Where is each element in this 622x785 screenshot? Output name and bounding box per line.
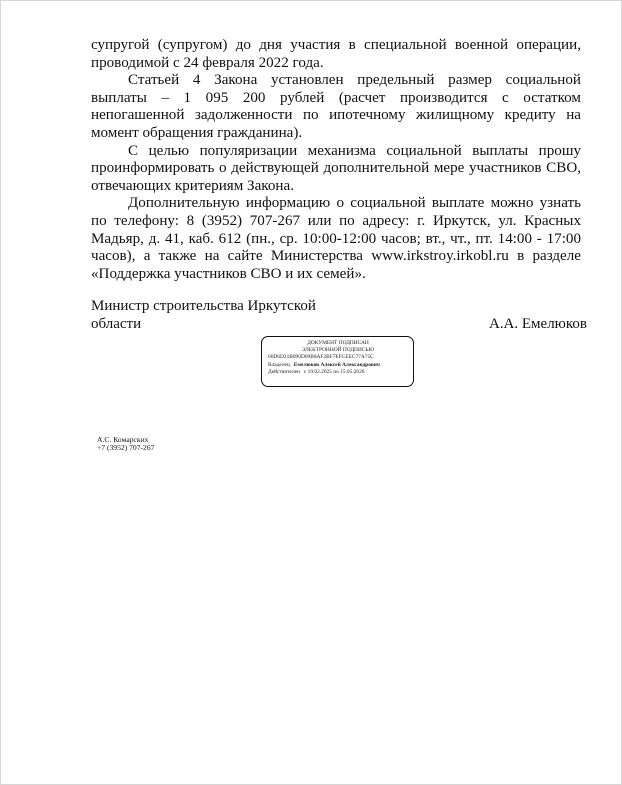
executor-name: А.С. Комарских <box>97 435 149 444</box>
stamp-owner-row <box>268 362 408 369</box>
letter-body <box>91 37 581 283</box>
stamp-owner-label: Владелец <box>268 361 290 368</box>
stamp-certificate: 00D6D21B090D09B8AF2BF7EFCEEC77A75C <box>268 354 374 361</box>
executor-phone: +7 (3952) 707-267 <box>97 443 155 453</box>
paragraph-request: С целью популяризации механизма социальной выплаты прошу проинформировать о действующей дополнительной мере участников СВО, отвечающих критериям Закона. <box>91 142 581 194</box>
stamp-valid-label: Действителен <box>268 368 300 375</box>
stamp-header-line2: ЭЛЕКТРОННОЙ ПОДПИСЬЮ <box>301 347 375 354</box>
signer-position-line1: Министр строительства Иркутской <box>91 298 316 314</box>
paragraph-continuation: супругой (супругом) до дня участия в специальной военной операции, проводимой с 24 февраля 2022 года. <box>91 37 581 71</box>
signer-name: А.А. Емелюков <box>488 316 587 332</box>
stamp-valid-row <box>268 369 408 376</box>
stamp-header-line1: ДОКУМЕНТ ПОДПИСАН <box>307 340 369 346</box>
paragraph-payment-limit: Статьей 4 Закона установлен предельный размер социальной выплаты – 1 095 200 рублей (расчет производится с остатком непогашенной задолженности по ипотечному жилищному кредиту на момент обращения гражданина). <box>91 72 581 141</box>
stamp-owner-name: Емелюков Алексей Александрович <box>293 361 380 368</box>
electronic-signature-stamp <box>261 336 414 387</box>
signature-block <box>91 297 587 333</box>
executor-info <box>97 436 154 453</box>
signer-position-line2: области <box>91 316 142 332</box>
stamp-valid-value: с 19.02.2025 по 15.05.2026 <box>303 368 365 375</box>
paragraph-contact-info: Дополнительную информацию о социальной выплате можно узнать по телефону: 8 (3952) 707-267 или по адресу: г. Иркутск, ул. Красных Мадьяр, д. 41, каб. 612 (пн., ср. 10:00-12:00 часов; вт., чт., пт. 14:00 - 17:00 часов), а также на сайте Министерства www.irkstroy.irkobl.ru в разделе «Поддержка участников СВО и их семей». <box>91 195 581 282</box>
